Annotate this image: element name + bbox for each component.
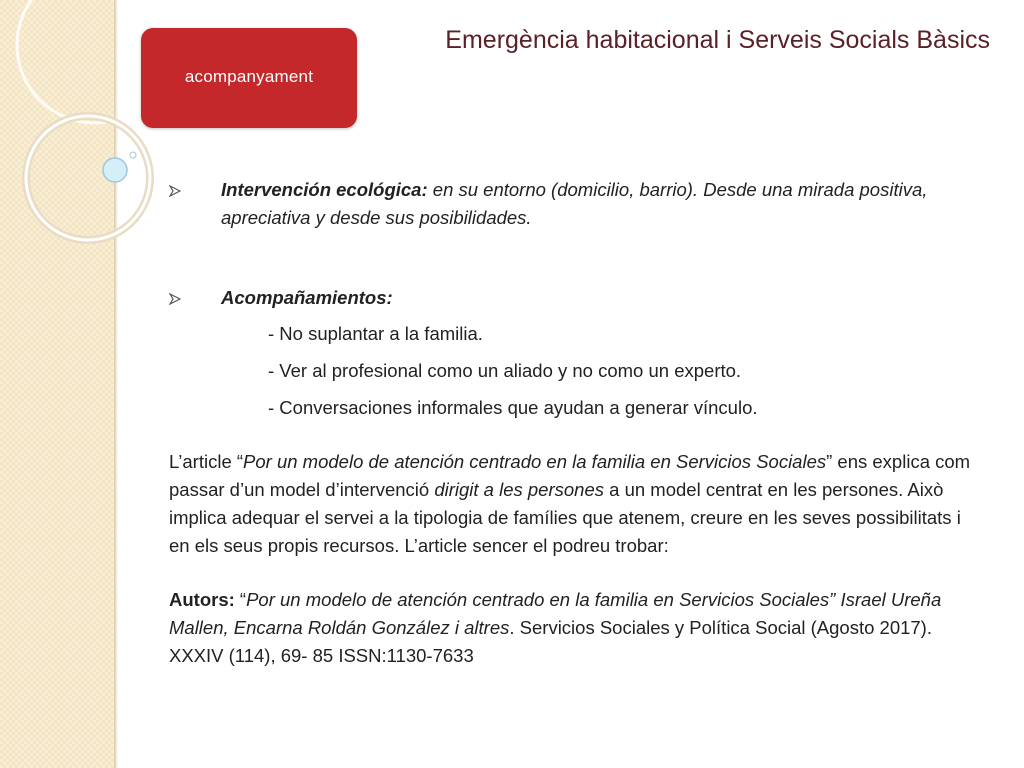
authors-reference (169, 586, 984, 670)
paragraph-text: ” ens explica com passar d’un model d’intervenció (169, 451, 971, 500)
list-item: - Ver al profesional como un aliado y no como un experto. (268, 360, 742, 381)
bullet-term: Intervención ecológica: (221, 179, 428, 200)
arrow-bullet-icon (169, 178, 183, 192)
authors-text: . Servicios Sociales y Política Social (Agosto 2017). XXXIV (114), 69- 85 ISSN:1130-7633 (169, 617, 932, 666)
authors-label: Autors: (169, 589, 235, 610)
paragraph-text: L’article “ (169, 451, 244, 472)
authors-italic: Por un modelo de atención centrado en la familia en Servicios Sociales” Israel Ureña Mallen, Encarna Roldán González i altres (169, 589, 942, 638)
section-tag (141, 28, 357, 128)
bullet-term: Acompañamientos: (221, 287, 393, 308)
bullet-accompaniments (169, 284, 984, 312)
article-title-italic: Por un modelo de atención centrado en la familia en Servicios Sociales (243, 451, 827, 472)
paragraph-italic: dirigit a les persones (434, 479, 604, 500)
arrow-bullet-icon (169, 286, 183, 300)
slide-content (169, 176, 984, 670)
list-item: - No suplantar a la familia. (268, 323, 483, 344)
accompaniment-list (169, 320, 984, 422)
paragraph-text: a un model centrat en les persones. Això implica adequar el servei a la tipologia de famílies que atenem, creure en les seves possibilitats i en els seus propis recursos. L’article sencer el podreu trobar: (169, 479, 961, 556)
section-tag-label: acompanyament (184, 67, 314, 86)
authors-text: “ (234, 589, 247, 610)
list-item: - Conversaciones informales que ayudan a generar vínculo. (268, 397, 758, 418)
bullet-text: en su entorno (domicilio, barrio). Desde una mirada positiva, apreciativa y desde sus posibilidades. (221, 179, 928, 228)
page-title: Emergència habitacional i Serveis Socials Bàsics (445, 26, 990, 54)
article-paragraph (169, 448, 984, 560)
bullet-ecological-intervention (169, 176, 984, 232)
